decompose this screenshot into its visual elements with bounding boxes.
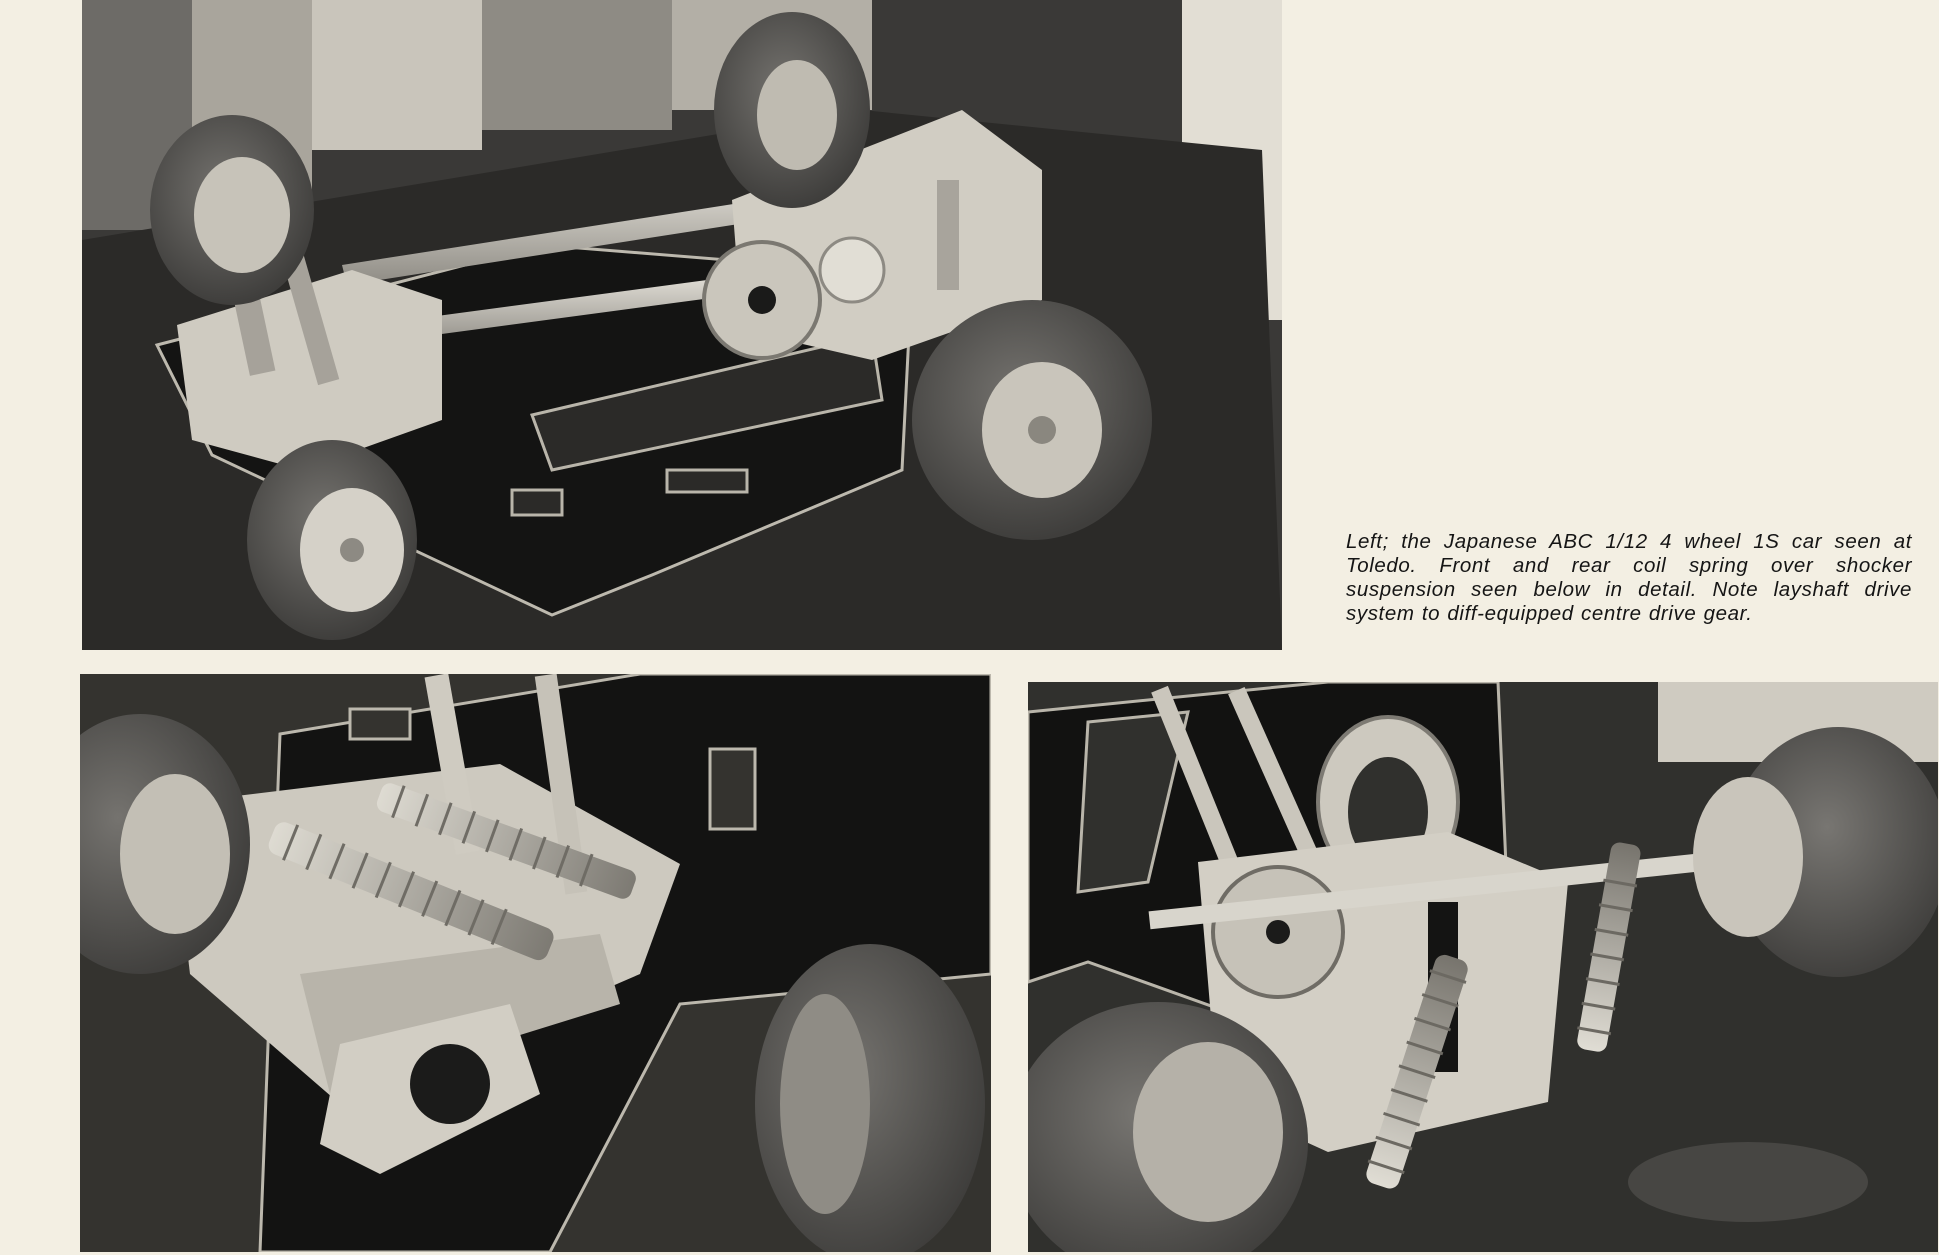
car-chassis-photo [82,0,1282,650]
rear-suspension-photo [1028,682,1938,1252]
rear-suspension-illustration [1028,682,1938,1252]
front-suspension-photo [80,674,991,1252]
front-suspension-illustration [80,674,991,1252]
car-chassis-illustration [82,0,1282,650]
photo-caption: Left; the Japanese ABC 1/12 4 wheel 1S car seen at Toledo. Front and rear coil spring over shocker suspension seen below in detail. Note layshaft drive system to diff-equipped centre drive gear. [1346,530,1912,625]
